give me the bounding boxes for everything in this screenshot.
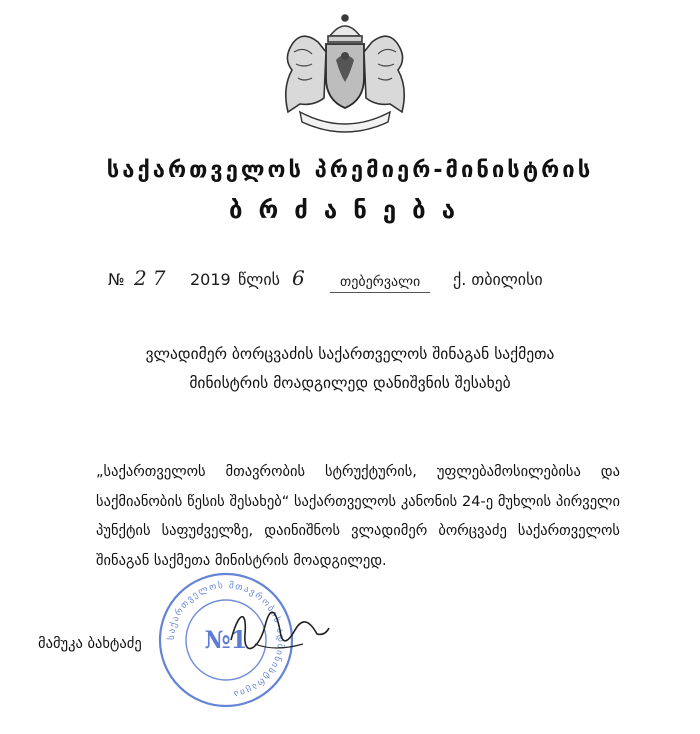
coat-of-arms-icon [270,8,420,138]
order-body-paragraph: „საქართველოს მთავრობის სტრუქტურის, უფლებამოსილებისა და საქმიანობის წესის შესახებ“ საქართველოს კანონის 24-ე მუხლის პირველი პუნქტის საფუძველზე, დაინიშნოს ვლადიმერ ბორცვაძე საქართველოს შინაგან საქმეთა მინისტრის მოადგილედ. [96,464,620,569]
document-issuer-title: საქართველოს პრემიერ-მინისტრის [106,158,594,183]
order-number: 27 [134,266,172,290]
order-month: თებერვალი [330,274,430,293]
seal-ring-text: საქართველოს მთავრობის ადმინისტრაცია [166,580,286,699]
seal-number: №1 [204,625,248,654]
document-type-title: ბრძანება [229,196,471,224]
order-year: 2019 [190,270,231,289]
signer-name: მამუკა ბახტაძე [38,636,142,652]
subject-line-2: მინისტრის მოადგილედ დანიშვნის შესახებ [189,374,511,392]
handwritten-signature-icon [225,600,335,660]
subject-line-1: ვლადიმერ ბორცვაძის საქართველოს შინაგან საქმეთა [145,345,555,363]
year-suffix: წლის [238,270,280,289]
number-symbol: № [108,270,125,289]
order-city: ქ. თბილისი [453,270,543,289]
order-day: 6 [292,266,305,290]
order-number-line [0,268,700,298]
